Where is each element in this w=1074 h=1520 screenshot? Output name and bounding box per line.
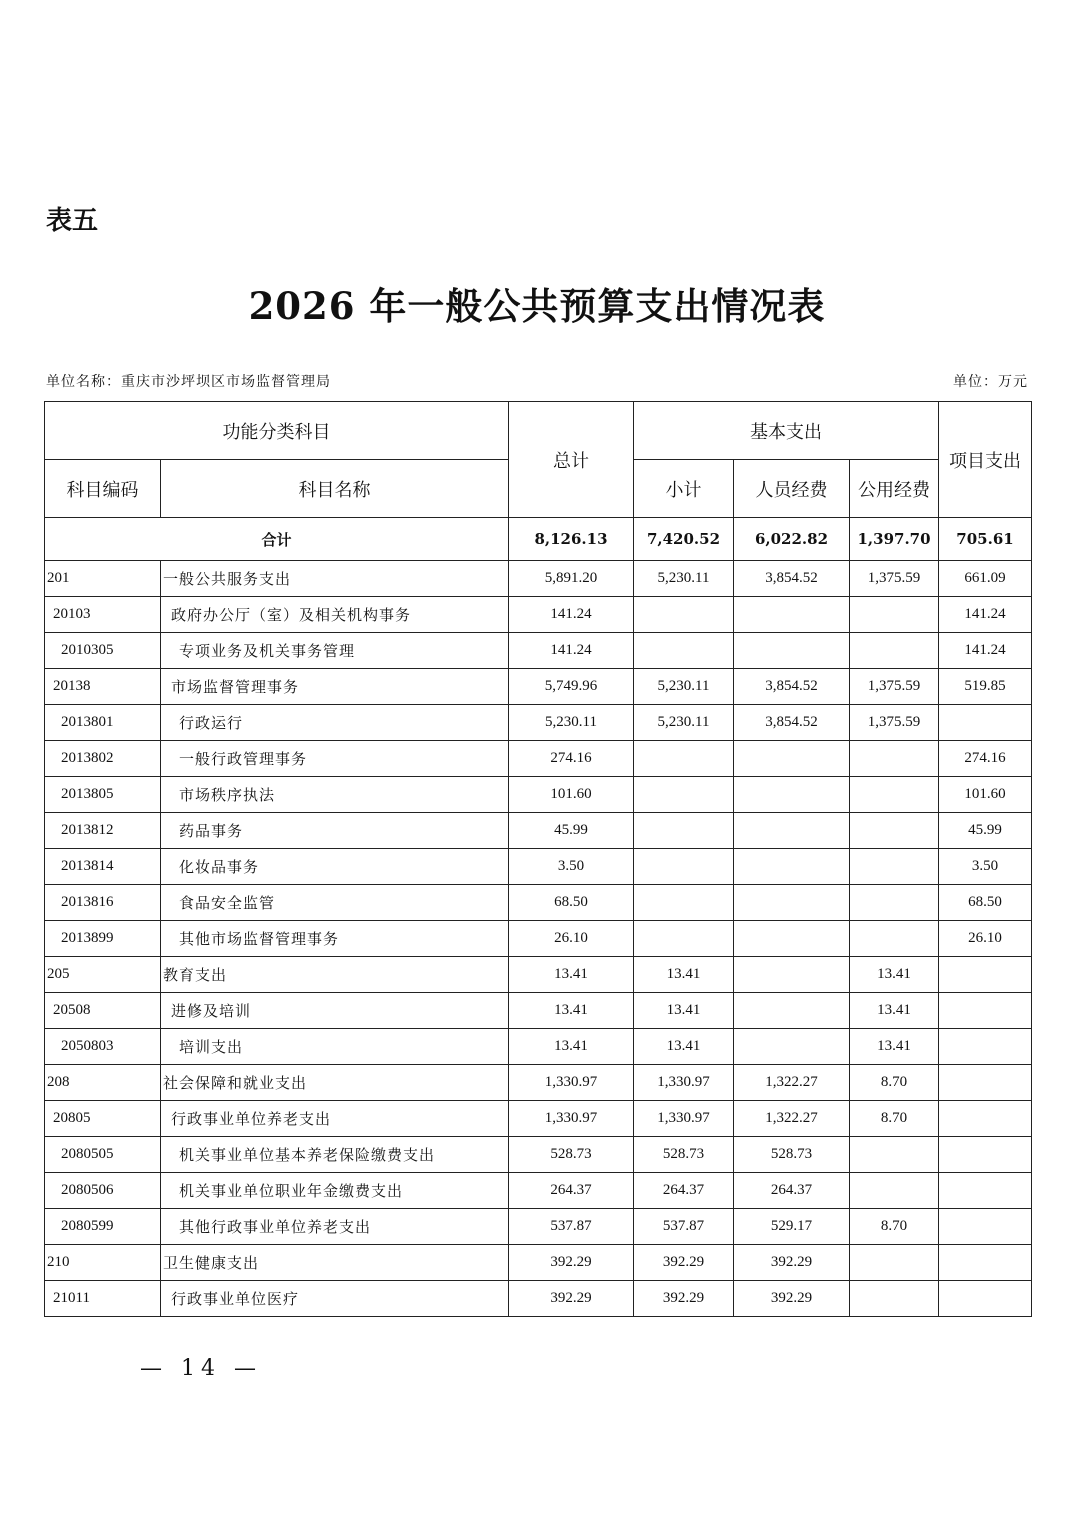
header-project: 项目支出 <box>939 402 1032 518</box>
row-personnel: 1,322.27 <box>734 1101 850 1137</box>
row-code: 2080506 <box>45 1173 161 1209</box>
row-subtotal: 13.41 <box>634 1029 734 1065</box>
table-row <box>45 1065 1032 1101</box>
row-name: 教育支出 <box>161 957 509 993</box>
row-total: 26.10 <box>509 921 634 957</box>
row-subtotal: 1,330.97 <box>634 1065 734 1101</box>
row-name: 培训支出 <box>161 1029 509 1065</box>
table-row <box>45 885 1032 921</box>
row-code: 2013802 <box>45 741 161 777</box>
row-subtotal: 13.41 <box>634 957 734 993</box>
table-row <box>45 777 1032 813</box>
row-total: 528.73 <box>509 1137 634 1173</box>
row-code: 2013805 <box>45 777 161 813</box>
header-func-class: 功能分类科目 <box>45 402 509 460</box>
row-name: 其他行政事业单位养老支出 <box>161 1209 509 1245</box>
row-project <box>939 1281 1032 1317</box>
row-personnel: 264.37 <box>734 1173 850 1209</box>
row-project <box>939 705 1032 741</box>
row-personnel: 528.73 <box>734 1137 850 1173</box>
row-project: 141.24 <box>939 633 1032 669</box>
row-total: 5,230.11 <box>509 705 634 741</box>
table-row <box>45 957 1032 993</box>
row-total: 101.60 <box>509 777 634 813</box>
row-public <box>850 777 939 813</box>
row-name: 行政事业单位医疗 <box>161 1281 509 1317</box>
table-row <box>45 1173 1032 1209</box>
row-name: 进修及培训 <box>161 993 509 1029</box>
row-personnel <box>734 885 850 921</box>
row-subtotal: 5,230.11 <box>634 705 734 741</box>
row-public: 13.41 <box>850 957 939 993</box>
row-total: 141.24 <box>509 633 634 669</box>
row-project <box>939 1209 1032 1245</box>
row-name: 市场秩序执法 <box>161 777 509 813</box>
row-personnel <box>734 1029 850 1065</box>
total-project: 705.61 <box>939 518 1032 561</box>
row-subtotal <box>634 741 734 777</box>
row-project <box>939 957 1032 993</box>
row-name: 行政事业单位养老支出 <box>161 1101 509 1137</box>
row-total: 5,749.96 <box>509 669 634 705</box>
row-project: 141.24 <box>939 597 1032 633</box>
row-project <box>939 1245 1032 1281</box>
header-code: 科目编码 <box>45 460 161 518</box>
row-subtotal: 5,230.11 <box>634 669 734 705</box>
total-row <box>45 518 1032 561</box>
row-personnel: 1,322.27 <box>734 1065 850 1101</box>
row-personnel: 529.17 <box>734 1209 850 1245</box>
total-label: 合计 <box>45 518 509 561</box>
table-row <box>45 993 1032 1029</box>
row-project <box>939 1065 1032 1101</box>
row-project <box>939 1137 1032 1173</box>
row-subtotal <box>634 633 734 669</box>
row-public <box>850 813 939 849</box>
table-row <box>45 669 1032 705</box>
row-public <box>850 741 939 777</box>
row-code: 208 <box>45 1065 161 1101</box>
row-code: 2013816 <box>45 885 161 921</box>
row-code: 2013899 <box>45 921 161 957</box>
table-row <box>45 849 1032 885</box>
row-code: 210 <box>45 1245 161 1281</box>
row-personnel <box>734 597 850 633</box>
row-total: 392.29 <box>509 1245 634 1281</box>
header-basic: 基本支出 <box>634 402 939 460</box>
row-public <box>850 849 939 885</box>
row-public <box>850 1137 939 1173</box>
row-subtotal <box>634 777 734 813</box>
total-total: 8,126.13 <box>509 518 634 561</box>
row-subtotal <box>634 813 734 849</box>
row-name: 政府办公厅（室）及相关机构事务 <box>161 597 509 633</box>
table-row <box>45 1029 1032 1065</box>
row-public <box>850 1245 939 1281</box>
table-row <box>45 741 1032 777</box>
table-row <box>45 561 1032 597</box>
row-personnel <box>734 633 850 669</box>
header-public: 公用经费 <box>850 460 939 518</box>
row-public <box>850 1173 939 1209</box>
row-subtotal <box>634 597 734 633</box>
row-subtotal: 264.37 <box>634 1173 734 1209</box>
row-name: 专项业务及机关事务管理 <box>161 633 509 669</box>
row-public: 8.70 <box>850 1101 939 1137</box>
header-total: 总计 <box>509 402 634 518</box>
row-public: 1,375.59 <box>850 561 939 597</box>
row-code: 205 <box>45 957 161 993</box>
row-code: 21011 <box>45 1281 161 1317</box>
row-public: 8.70 <box>850 1065 939 1101</box>
row-total: 264.37 <box>509 1173 634 1209</box>
row-public <box>850 885 939 921</box>
row-subtotal: 1,330.97 <box>634 1101 734 1137</box>
row-personnel: 3,854.52 <box>734 561 850 597</box>
row-personnel <box>734 921 850 957</box>
total-personnel: 6,022.82 <box>734 518 850 561</box>
row-project: 26.10 <box>939 921 1032 957</box>
row-personnel: 392.29 <box>734 1245 850 1281</box>
row-project: 101.60 <box>939 777 1032 813</box>
row-public <box>850 633 939 669</box>
row-personnel <box>734 813 850 849</box>
row-total: 1,330.97 <box>509 1065 634 1101</box>
table-row <box>45 1137 1032 1173</box>
row-name: 机关事业单位职业年金缴费支出 <box>161 1173 509 1209</box>
row-public: 1,375.59 <box>850 705 939 741</box>
page-title: 2026 年一般公共预算支出情况表 <box>248 284 826 328</box>
row-code: 2013814 <box>45 849 161 885</box>
row-personnel <box>734 849 850 885</box>
row-code: 2013801 <box>45 705 161 741</box>
row-total: 3.50 <box>509 849 634 885</box>
page-number: — 14 — <box>140 1356 262 1381</box>
row-code: 20138 <box>45 669 161 705</box>
table-row <box>45 1245 1032 1281</box>
row-public: 1,375.59 <box>850 669 939 705</box>
header-subtotal: 小计 <box>634 460 734 518</box>
row-project <box>939 1173 1032 1209</box>
total-public: 1,397.70 <box>850 518 939 561</box>
row-total: 68.50 <box>509 885 634 921</box>
unit-name: 单位名称：重庆市沙坪坝区市场监督管理局 <box>46 374 331 390</box>
row-name: 一般行政管理事务 <box>161 741 509 777</box>
row-name: 化妆品事务 <box>161 849 509 885</box>
row-total: 45.99 <box>509 813 634 849</box>
row-public <box>850 1281 939 1317</box>
total-subtotal: 7,420.52 <box>634 518 734 561</box>
row-name: 市场监督管理事务 <box>161 669 509 705</box>
row-project: 45.99 <box>939 813 1032 849</box>
row-personnel: 3,854.52 <box>734 705 850 741</box>
row-subtotal: 5,230.11 <box>634 561 734 597</box>
row-personnel: 3,854.52 <box>734 669 850 705</box>
row-project <box>939 1101 1032 1137</box>
row-project: 661.09 <box>939 561 1032 597</box>
row-code: 20805 <box>45 1101 161 1137</box>
row-subtotal: 13.41 <box>634 993 734 1029</box>
row-project: 274.16 <box>939 741 1032 777</box>
row-personnel <box>734 777 850 813</box>
table-row <box>45 1209 1032 1245</box>
row-public: 13.41 <box>850 993 939 1029</box>
row-code: 2010305 <box>45 633 161 669</box>
row-subtotal: 537.87 <box>634 1209 734 1245</box>
row-total: 13.41 <box>509 957 634 993</box>
row-name: 卫生健康支出 <box>161 1245 509 1281</box>
table-row <box>45 597 1032 633</box>
row-total: 1,330.97 <box>509 1101 634 1137</box>
row-code: 2080505 <box>45 1137 161 1173</box>
row-subtotal <box>634 921 734 957</box>
row-public: 8.70 <box>850 1209 939 1245</box>
row-subtotal <box>634 885 734 921</box>
row-code: 201 <box>45 561 161 597</box>
row-code: 2050803 <box>45 1029 161 1065</box>
row-subtotal: 528.73 <box>634 1137 734 1173</box>
table-row <box>45 921 1032 957</box>
table-row <box>45 705 1032 741</box>
row-personnel <box>734 741 850 777</box>
row-name: 行政运行 <box>161 705 509 741</box>
row-name: 一般公共服务支出 <box>161 561 509 597</box>
row-name: 药品事务 <box>161 813 509 849</box>
table-label: 表五 <box>46 206 99 236</box>
row-code: 2013812 <box>45 813 161 849</box>
header-personnel: 人员经费 <box>734 460 850 518</box>
row-subtotal: 392.29 <box>634 1245 734 1281</box>
row-public: 13.41 <box>850 1029 939 1065</box>
row-code: 20103 <box>45 597 161 633</box>
row-personnel <box>734 993 850 1029</box>
row-project <box>939 993 1032 1029</box>
row-public <box>850 921 939 957</box>
row-name: 社会保障和就业支出 <box>161 1065 509 1101</box>
row-code: 20508 <box>45 993 161 1029</box>
table-row <box>45 633 1032 669</box>
row-public <box>850 597 939 633</box>
row-code: 2080599 <box>45 1209 161 1245</box>
row-name: 其他市场监督管理事务 <box>161 921 509 957</box>
table-row <box>45 813 1032 849</box>
row-total: 5,891.20 <box>509 561 634 597</box>
row-personnel <box>734 957 850 993</box>
table-row <box>45 1281 1032 1317</box>
row-total: 13.41 <box>509 1029 634 1065</box>
row-name: 食品安全监管 <box>161 885 509 921</box>
row-project: 3.50 <box>939 849 1032 885</box>
row-project: 519.85 <box>939 669 1032 705</box>
row-total: 392.29 <box>509 1281 634 1317</box>
unit-label: 单位：万元 <box>953 374 1028 390</box>
row-total: 537.87 <box>509 1209 634 1245</box>
row-personnel: 392.29 <box>734 1281 850 1317</box>
row-subtotal: 392.29 <box>634 1281 734 1317</box>
row-total: 141.24 <box>509 597 634 633</box>
budget-table <box>44 401 1032 1317</box>
header-name: 科目名称 <box>161 460 509 518</box>
row-total: 13.41 <box>509 993 634 1029</box>
row-name: 机关事业单位基本养老保险缴费支出 <box>161 1137 509 1173</box>
row-total: 274.16 <box>509 741 634 777</box>
row-project <box>939 1029 1032 1065</box>
row-project: 68.50 <box>939 885 1032 921</box>
table-row <box>45 1101 1032 1137</box>
row-subtotal <box>634 849 734 885</box>
